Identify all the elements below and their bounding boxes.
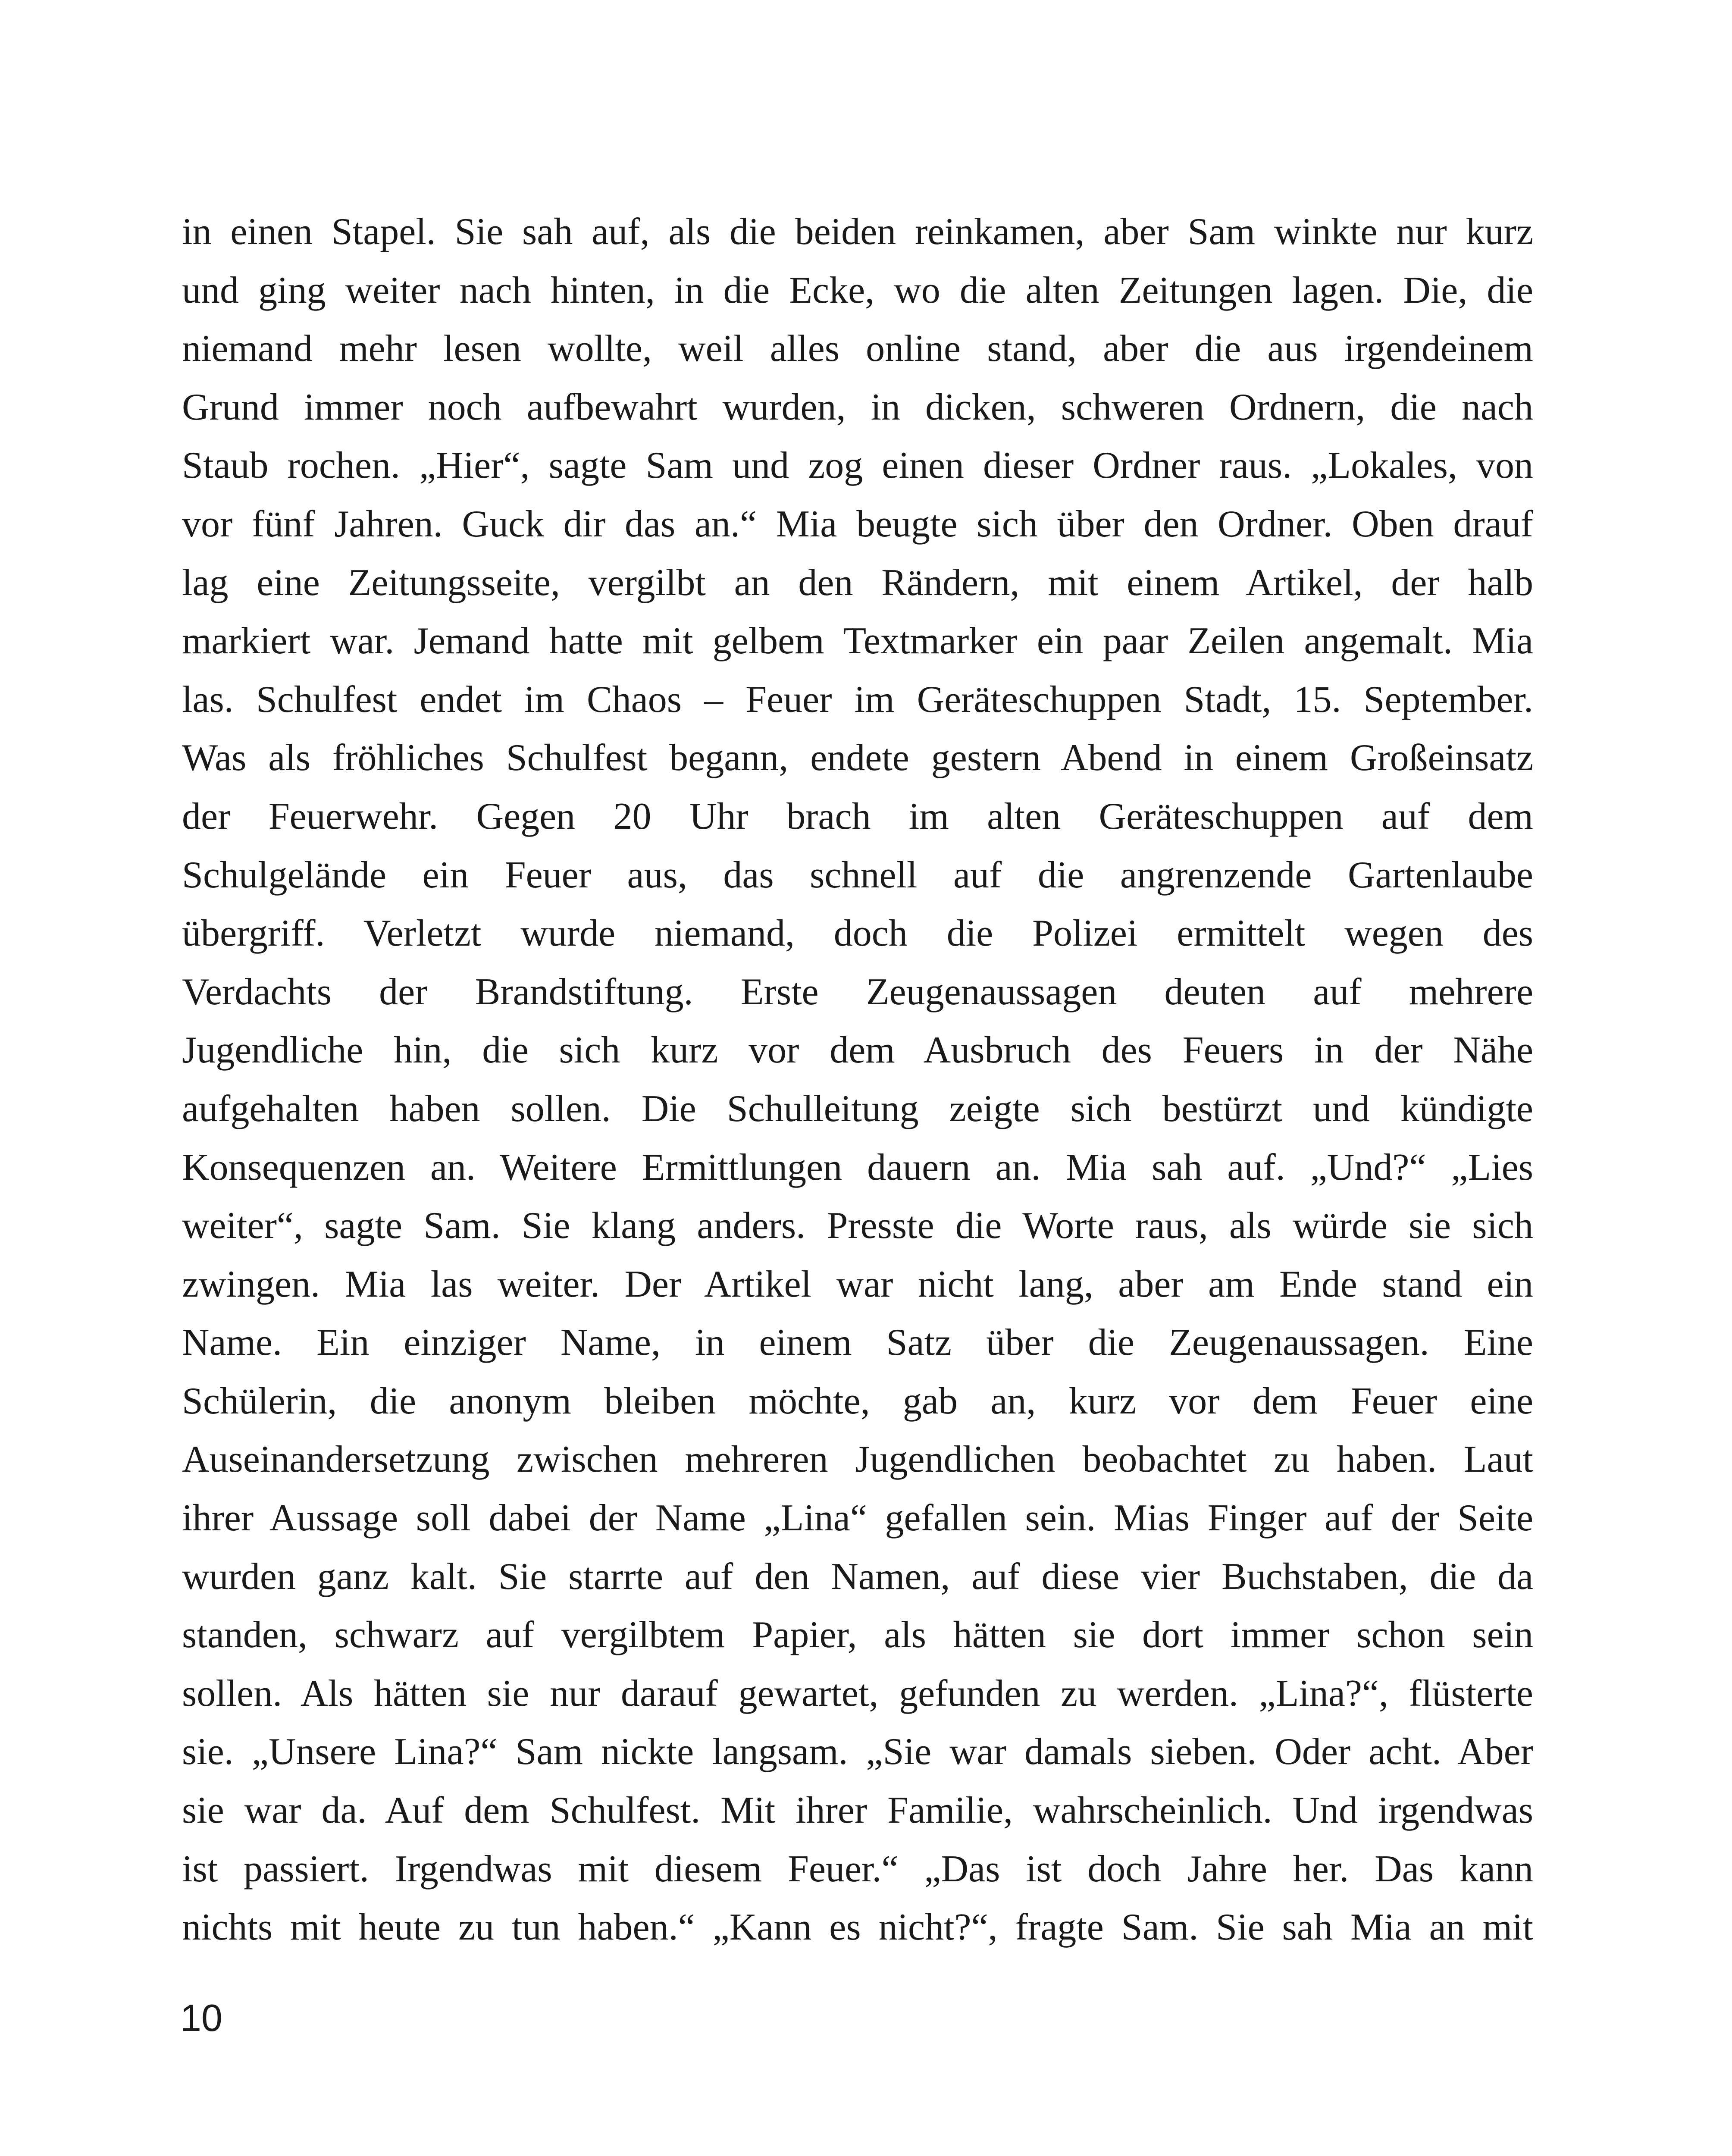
text-line: Schülerin, die anonym bleiben möchte, gab an, kurz vor dem Feuer eine — [182, 1380, 1533, 1422]
text-line: lag eine Zeitungsseite, vergilbt an den Rändern, mit einem Artikel, der halb — [182, 561, 1533, 604]
text-line: niemand mehr lesen wollte, weil alles online stand, aber die aus irgendeinem — [182, 328, 1533, 370]
text-line: vor fünf Jahren. Guck dir das an.“ Mia beugte sich über den Ordner. Oben drauf — [182, 503, 1533, 545]
text-line: standen, schwarz auf vergilbtem Papier, als hätten sie dort immer schon sein — [182, 1614, 1533, 1656]
text-line: ihrer Aussage soll dabei der Name „Lina“ gefallen sein. Mias Finger auf der Seite — [182, 1497, 1533, 1539]
text-line: in einen Stapel. Sie sah auf, als die beiden reinkamen, aber Sam winkte nur kurz — [182, 211, 1533, 253]
text-line: und ging weiter nach hinten, in die Ecke, wo die alten Zeitungen lagen. Die, die — [182, 269, 1533, 311]
text-line: Jugendliche hin, die sich kurz vor dem Ausbruch des Feuers in der Nähe — [182, 1029, 1533, 1072]
text-line: markiert war. Jemand hatte mit gelbem Textmarker ein paar Zeilen angemalt. Mia — [182, 620, 1533, 662]
text-line: Name. Ein einziger Name, in einem Satz über die Zeugenaussagen. Eine — [182, 1322, 1533, 1364]
text-line: sie war da. Auf dem Schulfest. Mit ihrer Familie, wahrscheinlich. Und irgendwas — [182, 1789, 1533, 1832]
text-line: der Feuerwehr. Gegen 20 Uhr brach im alten Geräteschuppen auf dem — [182, 795, 1533, 837]
text-line: Verdachts der Brandstiftung. Erste Zeugenaussagen deuten auf mehrere — [182, 971, 1533, 1013]
text-line: zwingen. Mia las weiter. Der Artikel war nicht lang, aber am Ende stand ein — [182, 1263, 1533, 1305]
text-line: Grund immer noch aufbewahrt wurden, in dicken, schweren Ordnern, die nach — [182, 386, 1533, 428]
body-text — [182, 203, 1533, 1957]
text-line: Auseinandersetzung zwischen mehreren Jugendlichen beobachtet zu haben. Laut — [182, 1438, 1533, 1481]
text-line: nichts mit heute zu tun haben.“ „Kann es nicht?“, fragte Sam. Sie sah Mia an mit — [182, 1906, 1533, 1949]
text-line: aufgehalten haben sollen. Die Schulleitung zeigte sich bestürzt und kündigte — [182, 1087, 1533, 1130]
text-line: übergriff. Verletzt wurde niemand, doch die Polizei ermittelt wegen des — [182, 912, 1533, 955]
text-line: wurden ganz kalt. Sie starrte auf den Namen, auf diese vier Buchstaben, die da — [182, 1555, 1533, 1598]
page-number: 10 — [180, 1996, 222, 2039]
text-line: sollen. Als hätten sie nur darauf gewartet, gefunden zu werden. „Lina?“, flüsterte — [182, 1672, 1533, 1714]
text-line: weiter“, sagte Sam. Sie klang anders. Presste die Worte raus, als würde sie sich — [182, 1205, 1533, 1247]
text-line: las. Schulfest endet im Chaos – Feuer im Geräteschuppen Stadt, 15. September. — [182, 678, 1533, 721]
text-line: Staub rochen. „Hier“, sagte Sam und zog einen dieser Ordner raus. „Lokales, von — [182, 445, 1533, 487]
text-line: Schulgelände ein Feuer aus, das schnell auf die angrenzende Gartenlaube — [182, 854, 1533, 896]
text-line: Was als fröhliches Schulfest begann, endete gestern Abend in einem Großeinsatz — [182, 737, 1533, 779]
text-line: ist passiert. Irgendwas mit diesem Feuer.“ „Das ist doch Jahre her. Das kann — [182, 1848, 1533, 1890]
text-line: Konsequenzen an. Weitere Ermittlungen dauern an. Mia sah auf. „Und?“ „Lies — [182, 1146, 1533, 1188]
text-line: sie. „Unsere Lina?“ Sam nickte langsam. „Sie war damals sieben. Oder acht. Aber — [182, 1731, 1533, 1773]
